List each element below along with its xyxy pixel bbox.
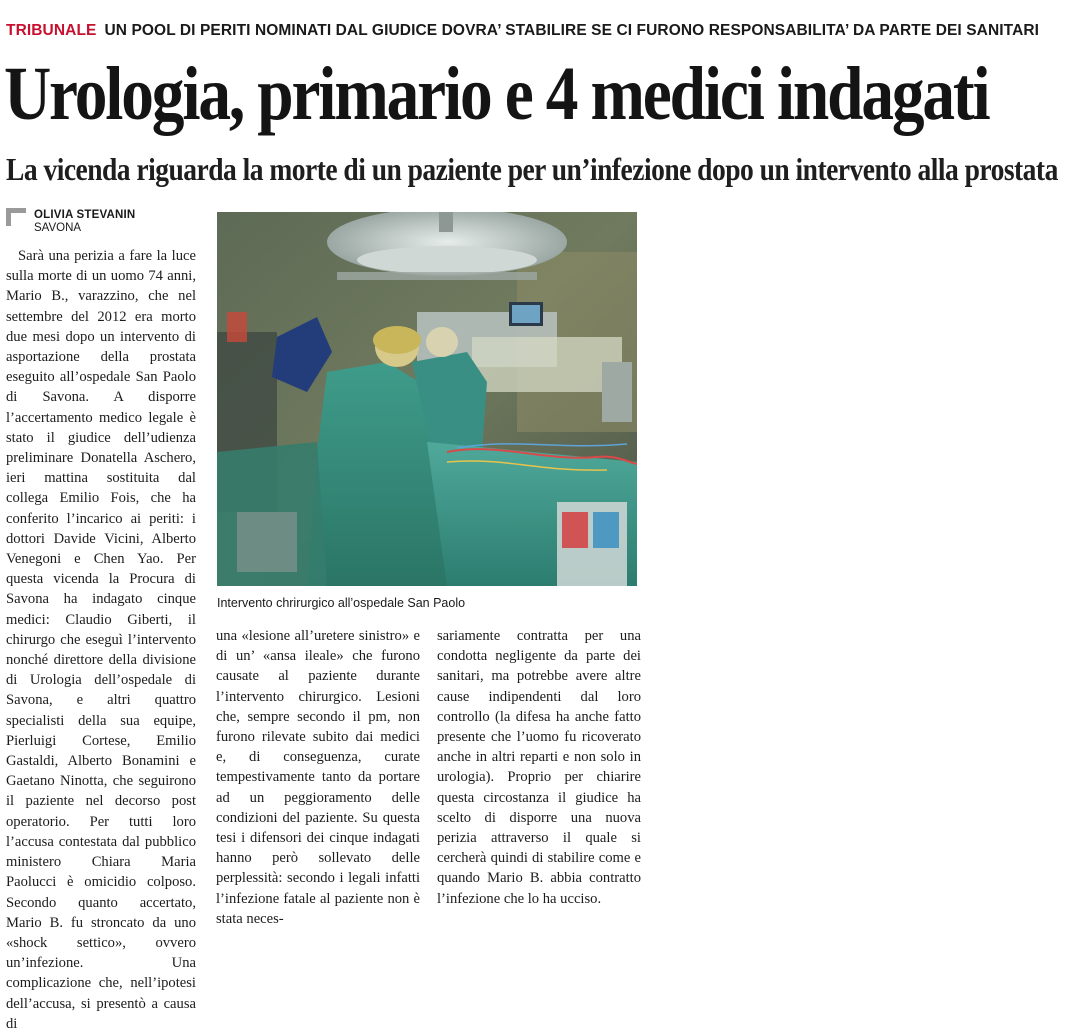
byline: [6, 207, 206, 237]
operating-room-image: [217, 212, 637, 586]
article-column-3: [437, 626, 641, 907]
surgery-photo: [217, 212, 637, 586]
column-2-text: una «lesione all’uretere sinistro» e di un’ «ansa ileale» che furono causate al paziente durante l’intervento chirurgico. Lesioni che, sempre secondo il pm, non furono rilevate subito dai medici e, di conseguenza, curate tempestivamente tanto da portare ad un peggioramento delle condizioni del paziente. Su questa tesi i difensori dei cinque indagati hanno però sollevato delle perplessità: secondo i legali infatti l’infezione fatale al paziente non è stata neces-: [216, 628, 420, 927]
photo-caption: Intervento chrirurgico all’ospedale San Paolo: [217, 596, 466, 610]
author-name: OLIVIA STEVANIN: [34, 209, 136, 221]
byline-corner-icon: [6, 208, 26, 226]
kicker-text: UN POOL DI PERITI NOMINATI DAL GIUDICE DOVRA’ STABILIRE SE CI FURONO RESPONSABILITA’ DA PARTE DEI SANITARI: [104, 22, 1040, 39]
column-3-text: sariamente contratta per una condotta negligente da parte dei sanitari, ma potrebbe avere altre cause indipendenti dal loro controllo (la difesa ha anche fatto presente che l’uomo fu ricoverato anche in altri reparti e non solo in urologia). Proprio per chiarire questa circostanza il giudice ha scelto di disporre una nuova perizia attraverso il quale si cercherà quindi di stabilire come e quando Mario B. abbia contratto l’infezione che lo ha ucciso.: [437, 628, 641, 907]
subheadline: La vicenda riguarda la morte di un paziente per un’infezione dopo un intervento alla prostata: [6, 151, 1058, 187]
kicker-line: [6, 22, 1081, 44]
article-column-1: [6, 246, 196, 1032]
section-label: TRIBUNALE: [6, 22, 97, 39]
article-column-2: [216, 626, 420, 927]
author-location: SAVONA: [34, 222, 82, 234]
column-1-text: Sarà una perizia a fare la luce sulla morte di un uomo 74 anni, Mario B., varazzino, che nel settembre del 2012 era morto due mesi dopo un intervento di asportazione della prostata eseguito all’ospedale San Paolo di Savona. A disporre l’accertamento medico legale è stato il giudice dell’udienza preliminare Donatella Aschero, ieri mattina sostituita dal collega Emilio Fois, che ha conferito l’incarico ai periti: i dottori Davide Vicini, Alberto Venegoni e Chen Yao. Per questa vicenda la Procura di Savona ha indagato cinque medici: Claudio Giberti, il chirurgo che eseguì l’intervento nonché direttore della divisione di Urologia dell’ospedale di Savona, e altri quattro specialisti della sua equipe, Pierluigi Cortese, Emilio Gastaldi, Alberto Bonamini e Gaetano Ninotta, che seguirono il paziente nel decorso post operatorio. Per tutti loro l’accusa contestata dal pubblico ministero Chiara Maria Paolucci è omicidio colposo. Secondo quanto accertato, Mario B. fu stroncato da uno «shock settico», ovvero un’infezione. Una complicazione che, nell’ipotesi dell’accusa, si presentò a causa di: [6, 248, 196, 1032]
headline: Urologia, primario e 4 medici indagati: [4, 52, 989, 136]
